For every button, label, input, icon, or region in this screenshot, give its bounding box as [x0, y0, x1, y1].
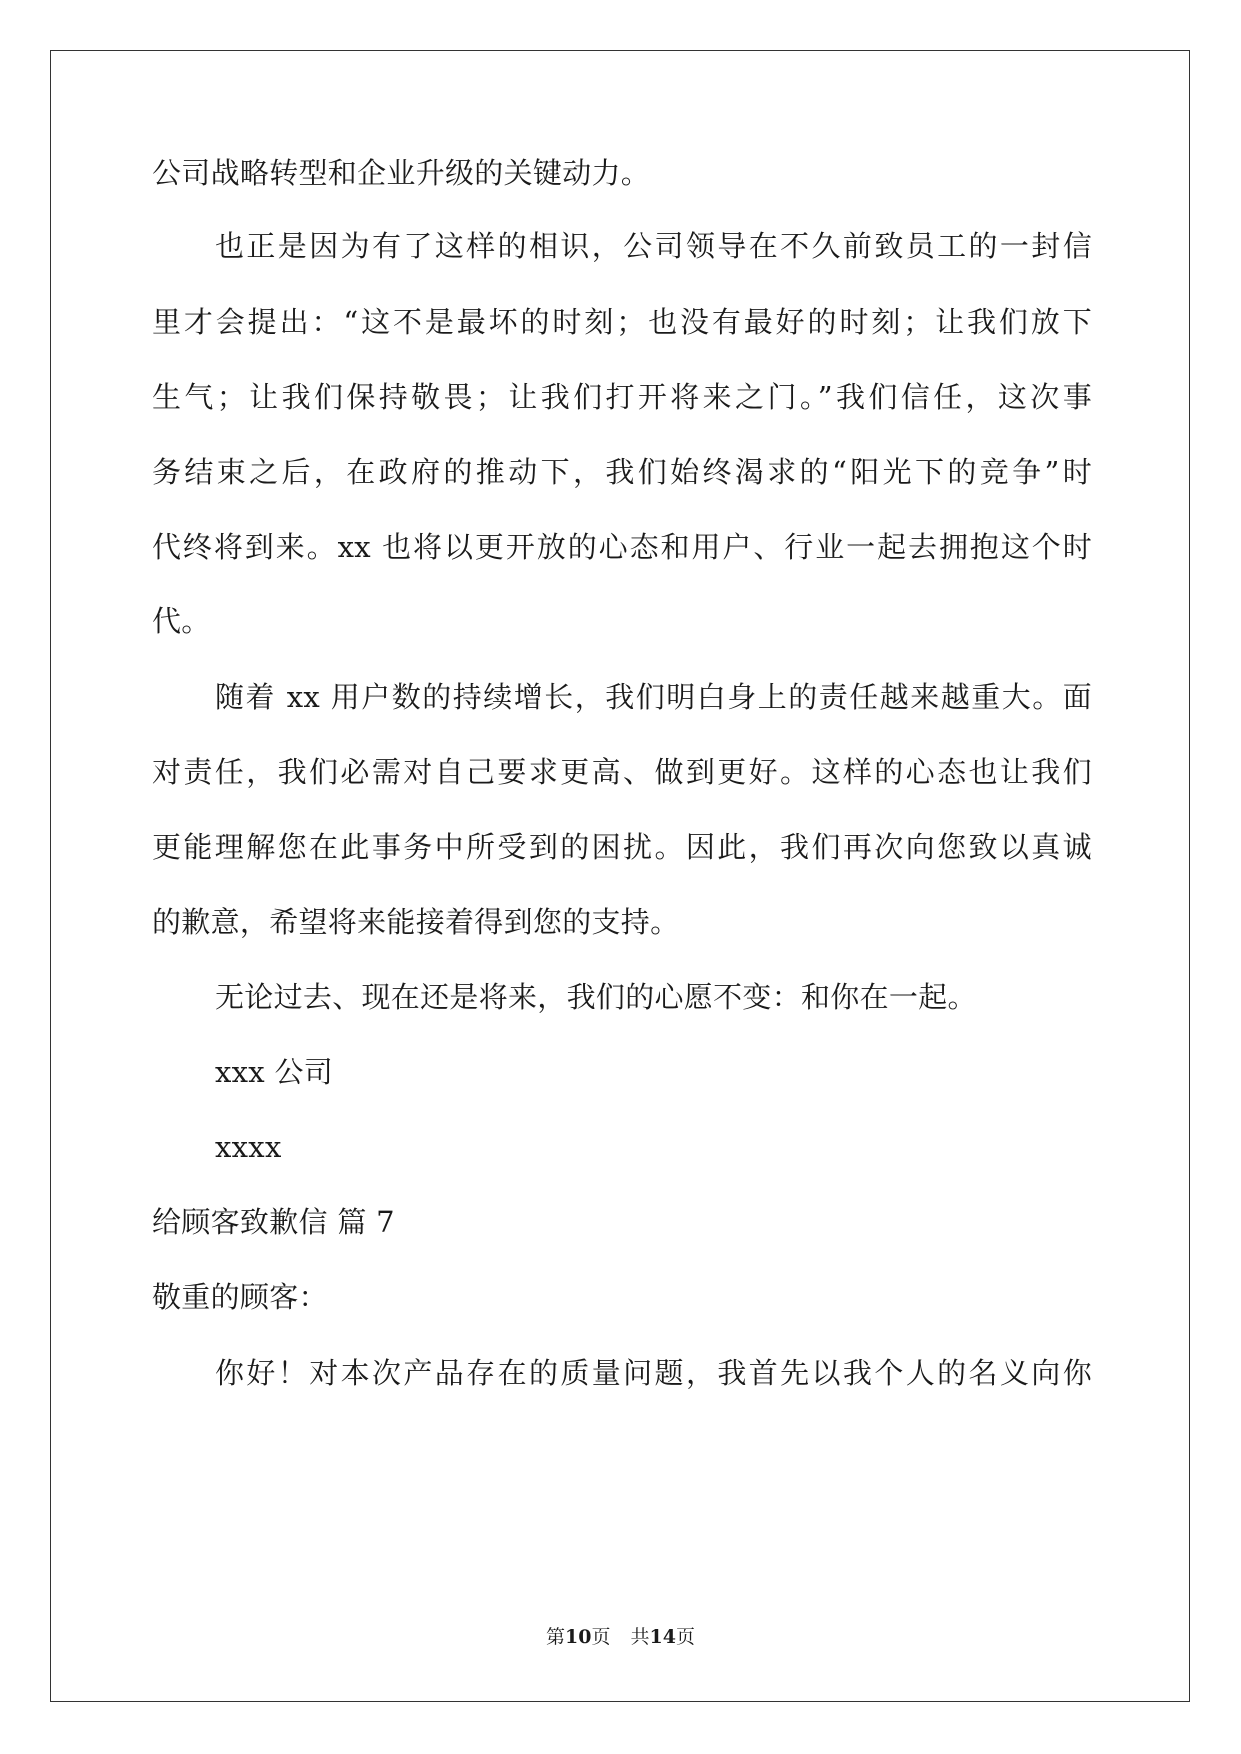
page-total: 14	[649, 1626, 676, 1648]
page-footer	[0, 1624, 1241, 1650]
signature-date: xxxx	[215, 1130, 282, 1164]
paragraph-line: 也正是因为有了这样的相识，公司领导在不久前致员工的一封信	[215, 229, 1092, 263]
total-suffix: 页	[675, 1626, 695, 1648]
paragraph-line: 里才会提出：“这不是最坏的时刻；也没有最好的时刻；让我们放下	[152, 305, 1092, 339]
paragraph-line: 随着 xx 用户数的持续增长，我们明白身上的责任越来越重大。面	[215, 680, 1092, 714]
paragraph-line: 生气；让我们保持敬畏；让我们打开将来之门。”我们信任，这次事	[152, 380, 1092, 414]
paragraph-line: 代终将到来。xx 也将以更开放的心态和用户、行业一起去拥抱这个时	[152, 530, 1092, 564]
page-prefix: 第	[546, 1626, 566, 1648]
signature-company: xxx 公司	[215, 1055, 334, 1089]
paragraph-line: 代。	[152, 604, 211, 638]
paragraph-line: 更能理解您在此事务中所受到的困扰。因此，我们再次向您致以真诚	[152, 830, 1092, 864]
page-label: 页	[591, 1626, 611, 1648]
page-number: 10	[565, 1626, 592, 1648]
total-prefix: 共	[630, 1626, 650, 1648]
paragraph-line: 你好！对本次产品存在的质量问题，我首先以我个人的名义向你	[215, 1356, 1092, 1390]
salutation: 敬重的顾客：	[152, 1280, 328, 1314]
paragraph-line: 对责任，我们必需对自己要求更高、做到更好。这样的心态也让我们	[152, 755, 1092, 789]
section-heading: 给顾客致歉信 篇 7	[152, 1205, 395, 1239]
paragraph-line: 公司战略转型和企业升级的关键动力。	[152, 156, 651, 190]
paragraph-line: 无论过去、现在还是将来，我们的心愿不变：和你在一起。	[215, 980, 977, 1014]
paragraph-line: 的歉意，希望将来能接着得到您的支持。	[152, 905, 680, 939]
paragraph-line: 务结束之后，在政府的推动下，我们始终渴求的“阳光下的竞争”时	[152, 455, 1092, 489]
page-border	[50, 50, 1190, 1702]
